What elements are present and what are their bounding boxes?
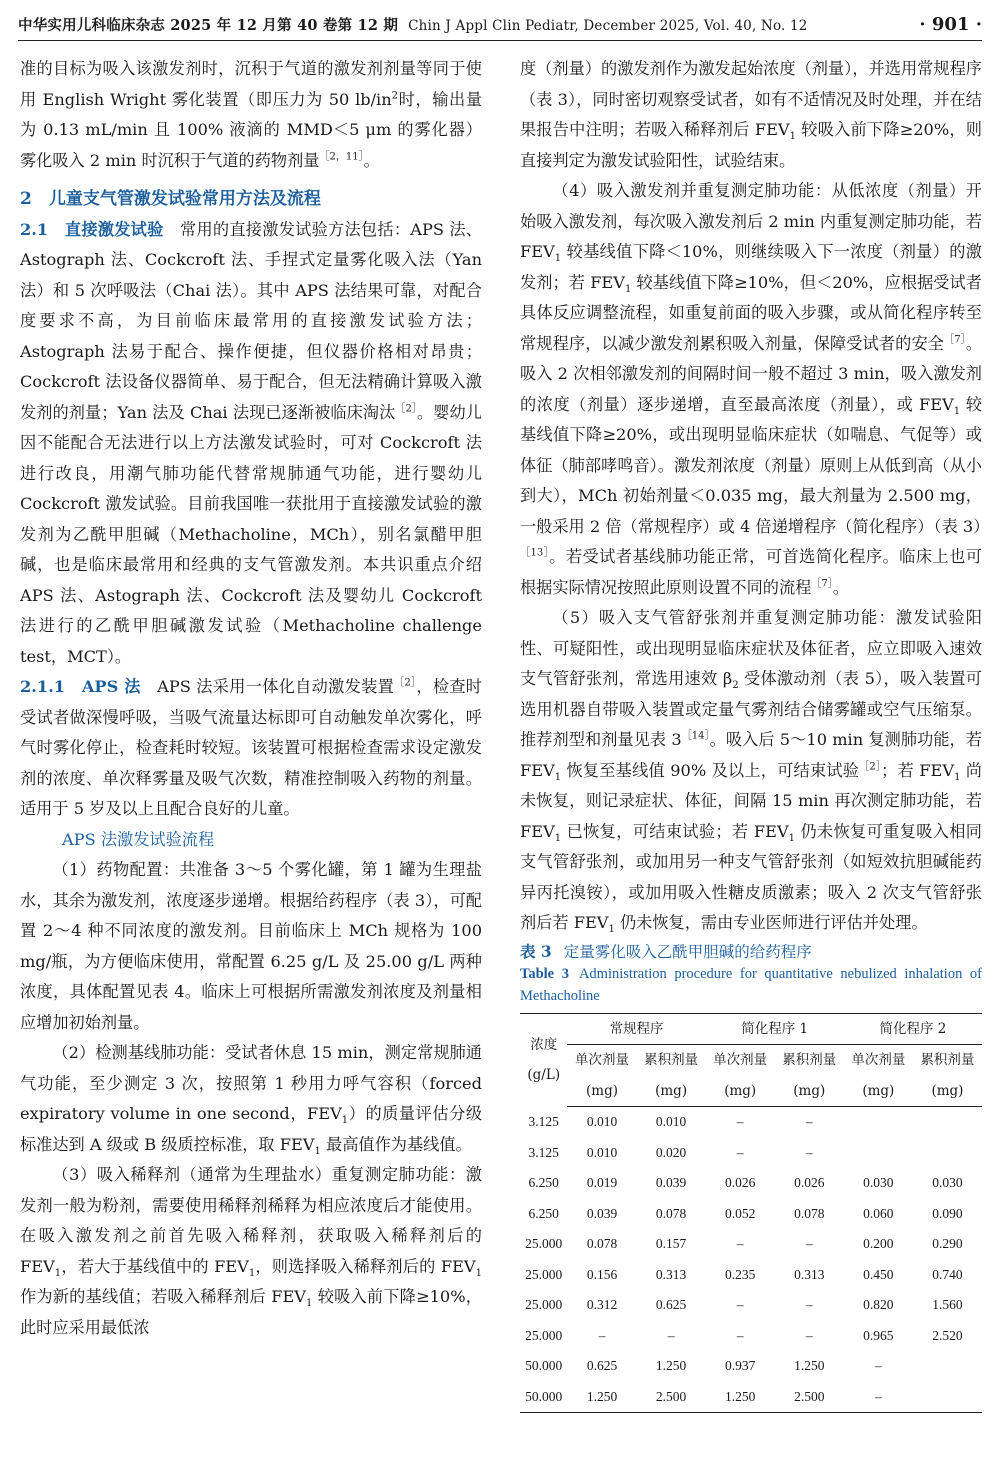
- table-cell: 2.500: [637, 1382, 706, 1413]
- table-cell: –: [736, 1327, 744, 1343]
- header-unit: (mg): [913, 1076, 982, 1107]
- table-cell: –: [805, 1327, 813, 1343]
- table-cell: 0.078: [794, 1205, 825, 1221]
- table-cell: 0.740: [932, 1266, 963, 1282]
- paragraph-step-3-cont: 度（剂量）的激发剂作为激发起始浓度（剂量），并选用常规程序（表 3），同时密切观察受试者，如有不适情况及时处理，并在结果报告中注明；若吸入稀释剂后 $FEV_1$ 较吸入前下降≥20%，则直接判定为激发试验阳性，试验结束。: [520, 59, 982, 170]
- table-row: [520, 1138, 982, 1169]
- step-5-bronchodilator: （5）吸入支气管舒张剂并重复测定肺功能：激发试验阳性、可疑阳性，或出现明显临床症状及体征者，应立即吸入速效支气管舒张剂，常选用速效 $\beta_2$ 受体激动剂（表 5），吸入装置可选用机器自带吸入装置或定量气雾剂结合储雾罐或空气压缩泵。推荐剂型和剂量见表 $3^{[14]}$。吸入后 5～10 min 复测肺功能，若 $FEV_1$ 恢复至基线值 90% 及以上，可结束试验$^{[2]}$；若 $FEV_1$ 尚未恢复，则记录症状、体征，间隔 15 min 再次测定肺功能，若 $FEV_1$ 已恢复，可结束试验；若 $FEV_1$ 仍未恢复可重复吸入相同支气管舒张剂，或加用另一种支气管舒张剂（如短效抗胆碱能药异丙托溴铵），或加用吸入性糖皮质激素；吸入 2 次支气管舒张剂后若 $FEV_1$ 仍未恢复，需由专业医师进行评估并处理。: [520, 608, 982, 936]
- table-cell: 0.625: [655, 1297, 687, 1312]
- table-cell: 6.250: [528, 1175, 559, 1190]
- subheading-aps-procedure: APS 法激发试验流程: [62, 829, 215, 849]
- header-group-regular: 常规程序: [567, 1013, 705, 1045]
- header-cumulative-dose: 累积剂量: [644, 1052, 699, 1068]
- header-single-dose: 单次剂量: [713, 1052, 768, 1068]
- table-cell: 0.235: [724, 1266, 756, 1282]
- table-row: [520, 1321, 982, 1352]
- header-group-simplified-2: 简化程序 2: [844, 1013, 982, 1045]
- table-cell: [844, 1138, 913, 1169]
- table-cell: 0.965: [863, 1327, 894, 1343]
- table-cell: 3.125: [528, 1113, 559, 1129]
- citation: ［7］: [944, 334, 966, 346]
- journal-title-en: Chin J Appl Clin Pediatr, December 2025, Vol. 40, No. 12: [408, 18, 808, 34]
- section-heading-2: 2 儿童支气管激发试验常用方法及流程: [20, 189, 321, 209]
- table-cell: 0.312: [586, 1297, 618, 1312]
- paragraph-direct-test: 2.1 直接激发试验 常用的直接激发试验方法包括：APS 法、Astograph 法、Cockcroft 法、手捏式定量雾化吸入法（Yan 法）和 5 次呼吸法（Chai 法）。其中 APS 法结果可靠，对配合度要求不高，为目前临床最常用的直接激发试验方法；Astograph 法易于配合、操作便捷，但仪器价格相对昂贵；Cockcroft 法设备仪器简单、易于配合，但无法精确计算吸入激发剂的剂量；Yan 法及 Chai 法现已逐渐被临床淘汰$^{[2]}$。婴幼儿因不能配合无法进行以上方法激发试验时，可对 Cockcroft 法进行改良，用潮气肺功能代替常规肺通气功能，进行婴幼儿 Cockcroft 激发试验。目前我国唯一获批用于直接激发试验的激发剂为乙酰甲胆碱（Methacholine，MCh），别名氯醋甲胆碱，也是临床最常用和经典的支气管激发剂。本共识重点介绍 APS 法、Astograph 法、Cockcroft 法及婴幼儿 Cockcroft 法进行的乙酰甲胆碱激发试验（Methacholine challenge test，MCT）。: [20, 219, 482, 666]
- table-cell: 50.000: [525, 1358, 563, 1373]
- header-cumulative-dose: 累积剂量: [782, 1052, 837, 1068]
- table-cell: –: [736, 1114, 744, 1129]
- citation: ［13］: [520, 547, 550, 559]
- paragraph-aps-method: 2.1.1 APS 法 APS 法采用一体化自动激发装置$^{[2]}$，检查时受试者做深慢呼吸，当吸气流量达标即可自动触发单次雾化，呼气时雾化停止，检查耗时较短。该装置可根据检查需求设定激发剂的浓度、单次释雾量及吸气次数，精准控制吸入药物的剂量。适用于 5 岁及以上且配合良好的儿童。: [20, 677, 482, 818]
- header-group-simplified-1: 简化程序 1: [706, 1013, 844, 1045]
- dosing-table: [520, 1013, 982, 1414]
- table-cell: 0.020: [655, 1144, 687, 1160]
- journal-title-cn: 中华实用儿科临床杂志 2025 年 12 月第 40 卷第 12 期: [18, 17, 399, 34]
- citation: ［14］: [681, 730, 710, 742]
- table-cell: 0.090: [932, 1205, 963, 1221]
- table-row: [520, 1168, 982, 1199]
- table-cell: –: [805, 1144, 813, 1160]
- table-row: [520, 1351, 982, 1382]
- table-cell: 0.039: [586, 1205, 618, 1221]
- table-cell: –: [598, 1327, 606, 1343]
- table-row: [520, 1260, 982, 1291]
- table-row: [520, 1290, 982, 1321]
- table-cell: 0.450: [863, 1266, 894, 1282]
- step-2-baseline: （2）检测基线肺功能：受试者休息 15 min，测定常规肺通气功能，至少测定 3 次，按照第 1 秒用力呼气容积（forced expiratory volume in one second，$FEV_1$）的质量评估分级标准达到 A 级或 B 级质控标准，取 $FEV_1$ 最高值作为基线值。: [20, 1043, 483, 1157]
- table-cell: 0.313: [794, 1266, 825, 1282]
- table-cell: 6.250: [528, 1205, 559, 1221]
- section-heading-2-1: 2.1 直接激发试验: [20, 219, 164, 239]
- table-caption-cn: 表 3 定量雾化吸入乙酰甲胆碱的给药程序: [520, 941, 812, 961]
- table-cell: –: [805, 1297, 813, 1312]
- section-heading-2-1-1: 2.1.1 APS 法: [20, 677, 141, 696]
- table-cell: 0.030: [863, 1175, 894, 1190]
- table-cell: 1.560: [932, 1297, 963, 1312]
- table-cell: 1.250: [706, 1382, 775, 1413]
- table-cell: 0.010: [655, 1114, 687, 1129]
- table-cell: 50.000: [520, 1382, 567, 1413]
- table-cell: –: [805, 1114, 813, 1129]
- right-column: [520, 54, 990, 1413]
- table-cell: –: [874, 1358, 882, 1373]
- header-unit: (mg): [844, 1076, 913, 1107]
- table-cell: 0.157: [655, 1236, 687, 1251]
- header-unit: (mg): [637, 1076, 706, 1107]
- table-cell: 1.250: [794, 1358, 825, 1373]
- table-cell: 0.078: [655, 1205, 687, 1221]
- header-unit: (mg): [775, 1076, 844, 1107]
- table-cell: 0.026: [794, 1175, 825, 1190]
- table-cell: [844, 1107, 913, 1138]
- table-cell: –: [736, 1297, 744, 1312]
- table-cell: 25.000: [525, 1266, 563, 1282]
- left-column: [20, 54, 482, 1343]
- table-cell: [913, 1138, 982, 1169]
- journal-info: [18, 14, 808, 35]
- table-label-en: Table 3: [520, 965, 569, 982]
- table-cell: 1.250: [567, 1382, 636, 1413]
- header-single-dose: 单次剂量: [851, 1052, 906, 1068]
- table-label-cn: 表 3: [520, 941, 552, 961]
- header-unit: (mg): [567, 1076, 636, 1107]
- table-cell: 0.010: [586, 1144, 618, 1160]
- header-unit: (mg): [706, 1076, 775, 1107]
- table-cell: –: [736, 1144, 744, 1160]
- table-cell: 0.060: [863, 1205, 894, 1221]
- table-row: [520, 1229, 982, 1260]
- table-cell: 0.937: [724, 1358, 756, 1373]
- table-row: [520, 1382, 982, 1413]
- table-cell: 0.820: [863, 1297, 894, 1312]
- table-row: [520, 1199, 982, 1230]
- table-cell: [913, 1351, 982, 1382]
- table-row: [520, 1107, 982, 1138]
- header-cumulative-dose: 累积剂量: [920, 1052, 975, 1068]
- step-1-drug-preparation: （1）药物配置：共准备 3～5 个雾化罐，第 1 罐为生理盐水，其余为激发剂，浓度逐步递增。根据给药程序（表 3），可配置 2～4 种不同浓度的激发剂。目前临床上 MCh 规格为 100 mg/瓶，为方便临床使用，常配置 6.25 g/L 及 25.00 g/L 两种浓度，具体配置见表 4。临床上可根据所需激发剂浓度及剂量相应增加初始剂量。: [20, 860, 482, 1032]
- table-cell: 3.125: [528, 1144, 559, 1160]
- citation: ［2］: [859, 761, 882, 773]
- step-4-provocation: （4）吸入激发剂并重复测定肺功能：从低浓度（剂量）开始吸入激发剂，每次吸入激发剂后 2 min 内重复测定肺功能，若 $FEV_1$ 较基线值下降＜10%，则继续吸入下一浓度（剂量）的激发剂；若 $FEV_1$ 较基线值下降≥10%，但＜20%，应根据受试者具体反应调整流程，如重复前面的吸入步骤，或从简化程序转至常规程序，以减少激发剂累积吸入剂量，保障受试者的安全$^{[7]}$。吸入 2 次相邻激发剂的间隔时间一般不超过 3 min，吸入激发剂的浓度（剂量）逐步递增，直至最高浓度（剂量），或 $FEV_1$ 较基线值下降≥20%，或出现明显临床症状（如喘息、气促等）或体征（肺部哮鸣音）。激发剂浓度（剂量）原则上从低到高（从小到大），MCh 初始剂量＜0.035 mg，最大剂量为 2.500 mg，一般采用 2 倍（常规程序）或 4 倍递增程序（简化程序）（表 3）$^{[13]}$。若受试者基线肺功能正常，可首选简化程序。临床上也可根据实际情况按照此原则设置不同的流程$^{[7]}$。: [520, 181, 990, 597]
- table-cell: [913, 1107, 982, 1138]
- table-cell: 0.200: [863, 1236, 894, 1251]
- table-cell: –: [844, 1382, 913, 1413]
- table-cell: 2.500: [775, 1382, 844, 1413]
- citation: ［7］: [811, 578, 833, 590]
- table-cell: 25.000: [525, 1236, 563, 1251]
- table-cell: 0.052: [724, 1205, 756, 1221]
- table-cell: 0.026: [724, 1175, 756, 1190]
- step-3-diluent: （3）吸入稀释剂（通常为生理盐水）重复测定肺功能：激发剂一般为粉剂，需要使用稀释剂稀释为相应浓度后才能使用。在吸入激发剂之前首先吸入稀释剂，获取吸入稀释剂后的 $FEV_1$，若大于基线值中的 $FEV_1$，则选择吸入稀释剂后的 $FEV_1$ 作为新的基线值；若吸入稀释剂后 $FEV_1$ 较吸入前下降≥10%，此时应采用最低浓: [20, 1165, 482, 1337]
- table-cell: 0.625: [586, 1358, 618, 1373]
- table-cell: 0.313: [655, 1266, 687, 1282]
- table-cell: 0.156: [586, 1266, 618, 1282]
- table-cell: 0.030: [932, 1175, 963, 1190]
- citation: ［2］: [394, 677, 417, 689]
- table-cell: –: [667, 1327, 675, 1343]
- table-cell: –: [736, 1236, 744, 1251]
- header-single-dose: 单次剂量: [575, 1052, 630, 1068]
- table-cell: –: [805, 1236, 813, 1251]
- table-cell: 25.000: [525, 1327, 563, 1343]
- page-number: · 901 ·: [919, 14, 982, 35]
- citation: ［2，11］: [319, 151, 364, 163]
- table-cell: 0.019: [586, 1175, 618, 1190]
- table-cell: 0.290: [932, 1236, 963, 1251]
- table-cell: 2.520: [932, 1327, 963, 1343]
- citation: ［2］: [395, 403, 418, 415]
- table-cell: 0.039: [655, 1175, 687, 1190]
- paragraph-intro: 准的目标为吸入该激发剂时，沉积于气道的激发剂剂量等同于使用 English Wright 雾化装置（即压力为 50 $lb/in^2$时，输出量为 0.13 mL/min 且 100% 液滴的 MMD＜5 μm 的雾化器）雾化吸入 2 min 时沉积于气道的药物剂量$^{[2,11]}$。: [20, 59, 483, 170]
- table-cell: [913, 1382, 982, 1413]
- header-concentration: 浓度 (g/L): [520, 1013, 567, 1107]
- table-cell: 0.078: [586, 1236, 618, 1251]
- table-cell: 0.010: [586, 1114, 618, 1129]
- running-header: [18, 6, 982, 41]
- table-cell: 1.250: [655, 1358, 687, 1373]
- table-cell: 25.000: [525, 1297, 563, 1312]
- table-caption-en: Table 3 Administration procedure for quantitative nebulized inhalation of Methacholine: [520, 965, 982, 1004]
